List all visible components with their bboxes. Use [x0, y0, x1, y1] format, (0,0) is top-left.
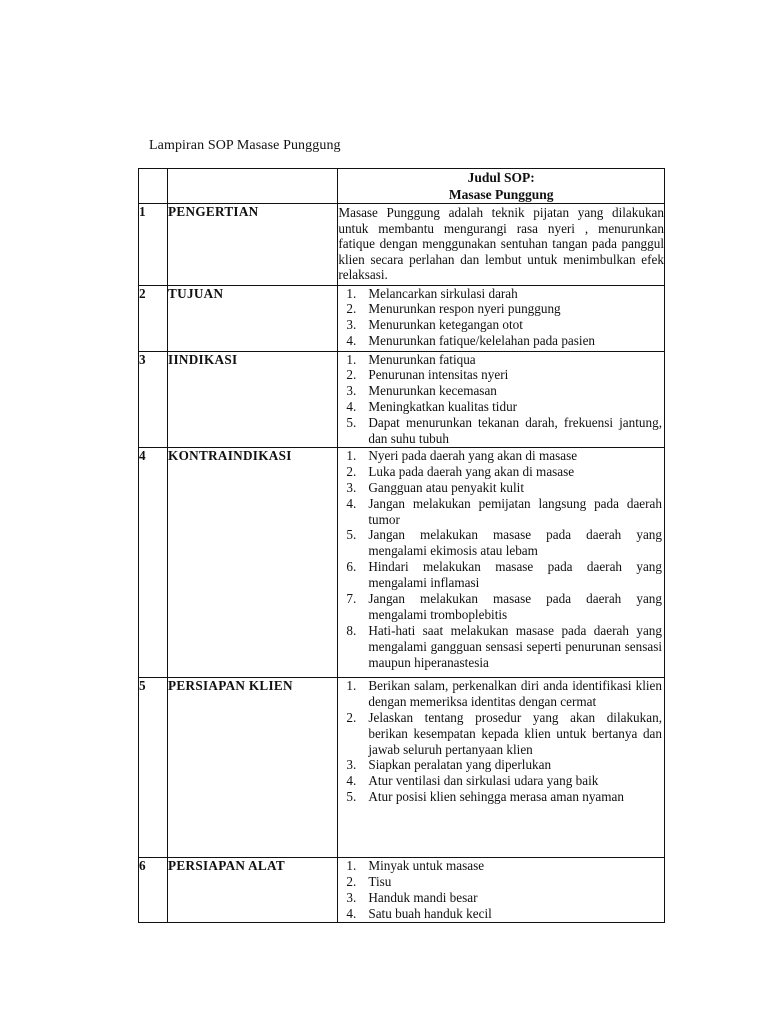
list-item: 5. Jangan melakukan masase pada daerah yang mengalami ekimosis atau lebam	[346, 527, 662, 559]
list-item: 5. Atur posisi klien sehingga merasa aman nyaman	[346, 789, 624, 805]
numbered-list	[338, 678, 664, 805]
list-item: 3. Menurunkan ketegangan otot	[346, 317, 523, 333]
section-label: TUJUAN	[168, 285, 338, 351]
list-item: 7. Jangan melakukan masase pada daerah yang mengalami tromboplebitis	[346, 591, 662, 622]
list-item: 4. Satu buah handuk kecil	[346, 905, 492, 921]
list-item: 2. Luka pada daerah yang akan di masase	[346, 463, 575, 479]
section-label: KONTRAINDIKASI	[168, 447, 338, 677]
header-title-cell	[338, 169, 665, 204]
list-item: 2. Jelaskan tentang prosedur yang akan dilakukan, berikan kesempatan kepada klien untuk bertanya dan jawab seluruh pertanyaan klien	[346, 709, 662, 757]
list-item: 6. Hindari melakukan masase pada daerah yang mengalami inflamasi	[346, 559, 662, 591]
definition-paragraph: Masase Punggung adalah teknik pijatan yang dilakukan untuk membantu mengurangi rasa nyeri , menurunkan fatique dengan menggunakan sentuhan tangan pada panggul klien secara perlahan dan lembut untuk menimbulkan efek relaksasi.	[338, 205, 664, 282]
list-item: 2. Tisu	[346, 873, 392, 889]
section-content	[338, 857, 665, 922]
list-item: 5. Dapat menurunkan tekanan darah, frekuensi jantung, dan suhu tubuh	[346, 415, 662, 447]
numbered-list	[338, 286, 664, 350]
section-content	[338, 351, 665, 447]
header-empty-cell	[139, 169, 168, 204]
list-item: 2. Penurunan intensitas nyeri	[346, 367, 509, 383]
list-item: 1. Berikan salam, perkenalkan diri anda identifikasi klien dengan memeriksa identitas dengan cermat	[346, 677, 662, 709]
sop-table	[138, 168, 665, 923]
section-label: PERSIAPAN ALAT	[168, 857, 338, 922]
numbered-list	[338, 448, 664, 671]
list-item: 4. Menurunkan fatique/kelelahan pada pasien	[346, 333, 596, 349]
section-number: 2	[139, 285, 168, 351]
section-row-indikasi	[139, 351, 665, 447]
section-number: 1	[139, 204, 168, 286]
section-row-pengertian	[139, 204, 665, 286]
list-item: 4. Jangan melakukan pemijatan langsung pada daerah tumor	[346, 495, 662, 527]
document-caption: Lampiran SOP Masase Punggung	[149, 138, 341, 153]
list-item: 3. Gangguan atau penyakit kulit	[346, 479, 525, 495]
list-item: 3. Menurunkan kecemasan	[346, 383, 497, 399]
list-item: 2. Menurunkan respon nyeri punggung	[346, 301, 561, 317]
list-item: 4. Meningkatkan kualitas tidur	[346, 399, 518, 415]
section-number: 5	[139, 677, 168, 857]
sop-title: Masase Punggung	[448, 187, 554, 202]
table-header-row	[139, 169, 665, 204]
section-row-tujuan	[139, 285, 665, 351]
section-content	[338, 285, 665, 351]
section-label: PENGERTIAN	[168, 204, 338, 286]
list-item: 1. Minyak untuk masase	[346, 857, 485, 873]
numbered-list	[338, 352, 664, 447]
list-item: 1. Melancarkan sirkulasi darah	[346, 285, 518, 301]
section-number: 6	[139, 857, 168, 922]
list-item: 4. Atur ventilasi dan sirkulasi udara yang baik	[346, 773, 599, 789]
section-label: IINDIKASI	[168, 351, 338, 447]
section-label: PERSIAPAN KLIEN	[168, 677, 338, 857]
list-item: 3. Siapkan peralatan yang diperlukan	[346, 757, 552, 773]
list-item: 3. Handuk mandi besar	[346, 889, 478, 905]
section-content	[338, 447, 665, 677]
section-row-persiapan-alat	[139, 857, 665, 922]
numbered-list	[338, 858, 664, 922]
list-item: 1. Menurunkan fatiqua	[346, 351, 476, 367]
section-row-kontraindikasi	[139, 447, 665, 677]
section-content	[338, 204, 665, 286]
list-item: 1. Nyeri pada daerah yang akan di masase	[346, 447, 578, 463]
sop-title-label: Judul SOP:	[467, 170, 535, 185]
section-content	[338, 677, 665, 857]
list-item: 8. Hati-hati saat melakukan masase pada daerah yang mengalami gangguan sensasi seperti penurunan sensasi maupun hiperanastesia	[346, 622, 662, 670]
header-empty-cell	[168, 169, 338, 204]
section-number: 3	[139, 351, 168, 447]
section-number: 4	[139, 447, 168, 677]
section-row-persiapan-klien	[139, 677, 665, 857]
